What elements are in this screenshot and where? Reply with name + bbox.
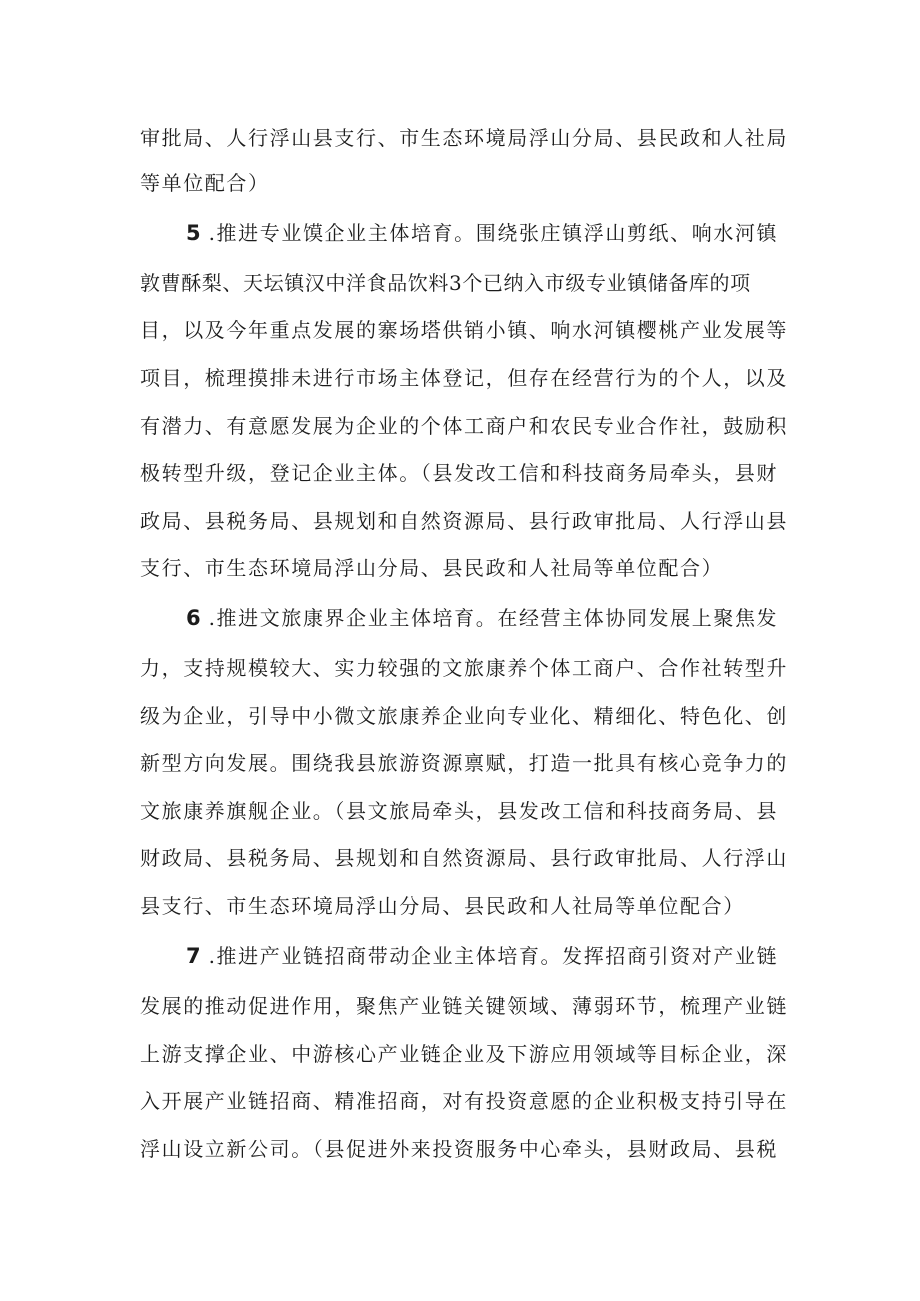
paragraph-7-heading xyxy=(186,944,920,968)
paragraph-5-line-3: 目，以及今年重点发展的寨场塔供销小镇、响水河镇樱桃产业发展等 xyxy=(140,318,788,342)
paragraph-6-line-2: 力，支持规模较大、实力较强的文旅康养个体工商户、合作社转型升 xyxy=(140,656,788,680)
paragraph-7-heading-text: .推进产业链招商带动企业主体培育。发挥招商引资对产业链 xyxy=(200,944,779,968)
paragraph-5-heading xyxy=(186,221,920,245)
paragraph-6-line-3: 级为企业，引导中小微文旅康养企业向专业化、精细化、特色化、创 xyxy=(140,704,788,728)
paragraph-5-line-5: 有潜力、有意愿发展为企业的个体工商户和农民专业合作社，鼓励积 xyxy=(140,414,788,438)
item-number-5: 5 xyxy=(186,221,201,245)
paragraph-6-line-7: 县支行、市生态环境局浮山分局、县民政和人社局等单位配合） xyxy=(140,894,745,918)
paragraph-5-line-2: 敦曹酥梨、天坛镇汉中洋食品饮料3个已纳入市级专业镇储备库的项 xyxy=(140,271,751,295)
paragraph-7-line-4: 入开展产业链招商、精准招商，对有投资意愿的企业积极支持引导在 xyxy=(140,1089,788,1113)
paragraph-5-line-6: 极转型升级，登记企业主体。（县发改工信和科技商务局牵头，县财 xyxy=(140,461,778,485)
paragraph-6-heading xyxy=(186,606,920,630)
paragraph-5-line-4: 项目，梳理摸排未进行市场主体登记，但存在经营行为的个人，以及 xyxy=(140,366,788,390)
paragraph-6-line-6: 财政局、县税务局、县规划和自然资源局、县行政审批局、人行浮山 xyxy=(140,846,788,870)
paragraph-6-line-5: 文旅康养旗舰企业。（县文旅局牵头，县发改工信和科技商务局、县 xyxy=(140,799,778,823)
item-number-6: 6 xyxy=(186,606,201,630)
paragraph-5-line-7: 政局、县税务局、县规划和自然资源局、县行政审批局、人行浮山县 xyxy=(140,509,788,533)
paragraph-7-line-2: 发展的推动促进作用，聚焦产业链关键领域、薄弱环节，梳理产业链 xyxy=(140,994,788,1018)
paragraph-7-line-3: 上游支撑企业、中游核心产业链企业及下游应用领域等目标企业，深 xyxy=(140,1042,788,1066)
paragraph-5-line-8: 支行、市生态环境局浮山分局、县民政和人社局等单位配合） xyxy=(140,556,724,580)
paragraph-6-line-4: 新型方向发展。围绕我县旅游资源禀赋，打造一批具有核心竞争力的 xyxy=(140,751,788,775)
item-number-7: 7 xyxy=(186,944,201,968)
paragraph-4-line-1: 审批局、人行浮山县支行、市生态环境局浮山分局、县民政和人社局 xyxy=(140,126,788,150)
paragraph-5-heading-text: .推进专业馍企业主体培育。围绕张庄镇浮山剪纸、响水河镇 xyxy=(200,221,779,245)
paragraph-7-line-5: 浮山设立新公司。（县促进外来投资服务中心牵头，县财政局、县税 xyxy=(140,1137,778,1161)
paragraph-4-line-2: 等单位配合） xyxy=(140,171,270,195)
paragraph-6-heading-text: .推进文旅康界企业主体培育。在经营主体协同发展上聚焦发 xyxy=(200,606,779,630)
